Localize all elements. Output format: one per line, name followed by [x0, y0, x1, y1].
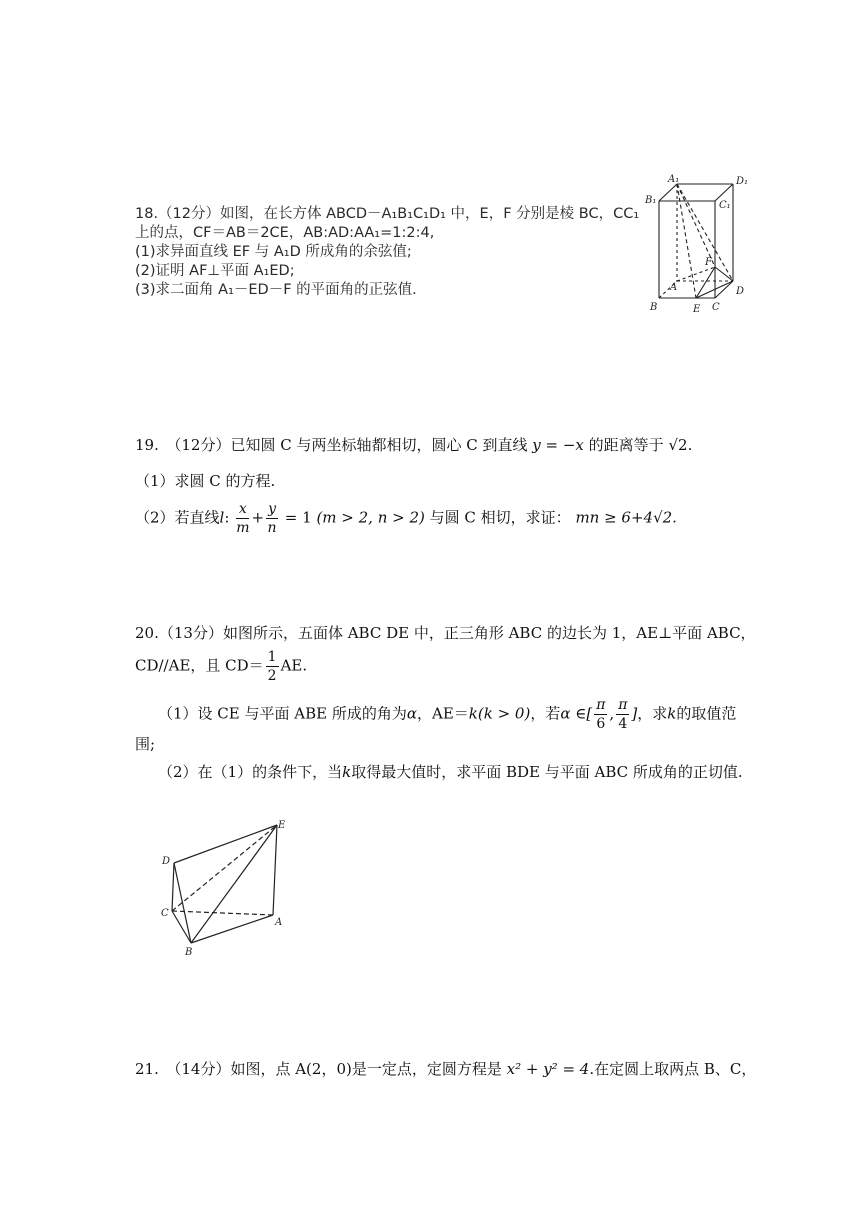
q20-frac-pi-4-den: 4	[618, 716, 628, 732]
q20-part1-k: k(k > 0)	[468, 704, 531, 723]
q18-label-A: A	[670, 282, 678, 293]
q18-line-1: 18.（12分）如图，在长方体 ABCD－A₁B₁C₁D₁ 中，E，F 分别是棱 BC，CC₁	[135, 206, 640, 222]
q19-part2-inequality: mn ≥ 6+4√2.	[575, 508, 677, 527]
q20-frac-pi-6-num: π	[596, 697, 606, 713]
q20-frac-num: 1	[267, 649, 277, 665]
q20-label-B: B	[185, 947, 193, 958]
q20-label-C: C	[161, 908, 169, 919]
q19-frac-den-m: m	[236, 520, 250, 536]
q18-label-D: D	[736, 286, 745, 297]
q20-part2-k: k	[342, 763, 352, 781]
q19-part2-colon: :	[224, 508, 230, 527]
q18-box-figure	[640, 170, 760, 320]
q19-line-equation: y = −x	[532, 436, 584, 454]
q18-label-E: E	[693, 304, 701, 315]
q20-frac-pi-4-num: π	[618, 697, 628, 713]
q20-frac-den: 2	[267, 668, 277, 684]
q20-frac-pi-6	[594, 696, 607, 733]
q19-part2-plus: +	[251, 508, 265, 527]
q20-line-2	[135, 648, 307, 685]
q21-text-b: .在定圆上取两点 B、C，	[589, 1060, 757, 1078]
q20-frac-pi-6-den: 6	[596, 716, 606, 732]
q18-label-F: F	[705, 257, 712, 268]
q20-part1-text-e: 的取值范	[676, 704, 737, 723]
q20-frac-pi-4	[616, 696, 629, 733]
q20-fraction-half	[266, 648, 279, 685]
q20-part1-comma: ,	[609, 704, 615, 723]
q18-label-B: B	[650, 302, 658, 313]
q20-part2-text-a: （2）在（1）的条件下，当	[158, 763, 343, 781]
q19-part-1: （1）求圆 C 的方程.	[135, 472, 276, 490]
q19-part2-text-a: （2）若直线	[135, 508, 220, 527]
q19-part2-l: l	[219, 508, 225, 527]
q20-part1-text-b: ，AE＝	[417, 704, 469, 723]
q19-text-c: .	[687, 436, 693, 454]
q18-line-5: (3)求二面角 A₁－ED－F 的平面角的正弦值.	[135, 282, 417, 298]
q18-line-3: (1)求异面直线 EF 与 A₁D 所成角的余弦值;	[135, 244, 412, 260]
q18-label-C1: C₁	[719, 200, 731, 211]
q20-part1-text-d: ，求	[637, 704, 668, 723]
q20-part1-text-c: ，若	[530, 704, 561, 723]
q18-label-D1: D₁	[736, 176, 749, 187]
q21-text-a: 21. （14分）如图，点 A(2，0)是一定点，定圆方程是	[135, 1060, 502, 1078]
q19-fraction-x-m	[236, 500, 249, 537]
q20-part1-alpha: α	[406, 704, 417, 723]
q20-part-1	[158, 696, 736, 733]
q18-label-C: C	[712, 302, 720, 313]
q18-line-2: 上的点，CF＝AB＝2CE，AB:AD:AA₁=1:2:4,	[135, 225, 435, 241]
q19-frac-num-x: x	[236, 500, 249, 519]
q20-line-1: 20.（13分）如图所示，五面体 ABC DE 中，正三角形 ABC 的边长为 1，AE⊥平面 ABC，	[135, 624, 756, 642]
q20-part1-close: ]	[631, 704, 638, 723]
q20-part1-k2: k	[667, 704, 677, 723]
q20-pentahedron-figure	[155, 815, 295, 960]
q19-part2-condition: (m > 2, n > 2)	[316, 508, 425, 527]
q19-part2-eq: = 1	[284, 508, 312, 527]
q20-label-A: A	[275, 917, 283, 928]
q18-line-4: (2)证明 AF⊥平面 A₁ED;	[135, 263, 295, 279]
q20-label-E: E	[278, 820, 286, 831]
q19-frac-num-y: y	[268, 501, 276, 517]
q19-fraction-y-n	[266, 500, 278, 537]
q20-part-2	[158, 761, 743, 783]
q20-line2-text-a: CD//AE，且 CD＝	[135, 656, 264, 675]
q20-label-D: D	[162, 856, 171, 867]
q18-label-A1: A₁	[668, 174, 680, 185]
question-18	[135, 205, 639, 300]
q19-part-2	[135, 500, 677, 537]
q20-part1-text-a: （1）设 CE 与平面 ABE 所成的角为	[158, 704, 407, 723]
q18-label-B1: B₁	[645, 195, 657, 206]
q21-circle-equation: x² + y² = 4	[506, 1060, 590, 1078]
q19-distance-value: √2	[668, 436, 688, 454]
q19-frac-den-n: n	[267, 520, 277, 536]
q20-part-1-wrap: 围;	[135, 735, 156, 753]
q21-line-1	[135, 1058, 756, 1080]
q20-part1-in: α ∈[	[560, 704, 593, 723]
q19-text-b: 的距离等于	[588, 436, 664, 454]
q19-part2-text-b: 与圆 C 相切，求证：	[429, 508, 571, 527]
q20-line2-text-b: AE.	[280, 656, 308, 675]
q19-text-a: 19. （12分）已知圆 C 与两坐标轴都相切，圆心 C 到直线	[135, 436, 528, 454]
q19-line-1	[135, 434, 692, 456]
q20-part2-text-b: 取得最大值时，求平面 BDE 与平面 ABC 所成角的正切值.	[351, 763, 743, 781]
